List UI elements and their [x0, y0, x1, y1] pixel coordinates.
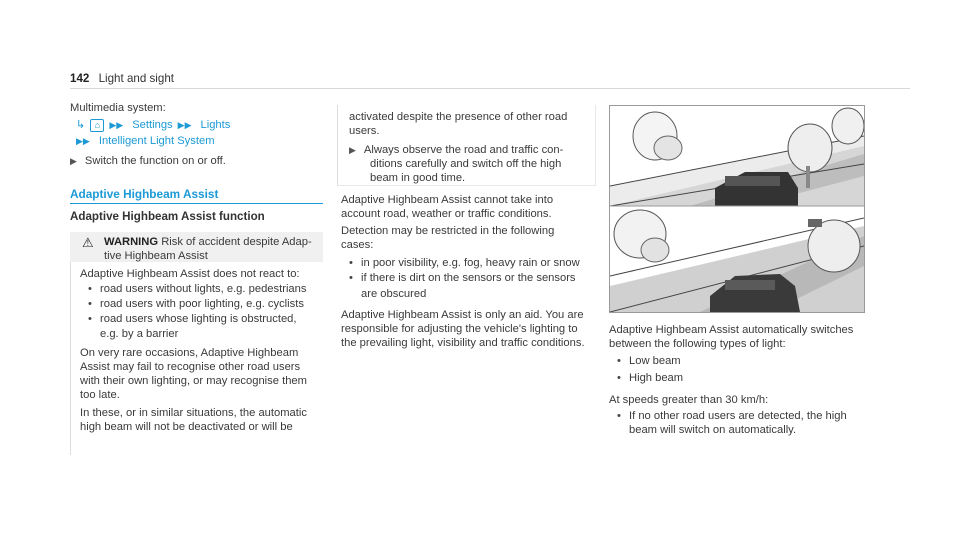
nav-intro: Multimedia system: — [70, 102, 166, 114]
list-item: • in poor visibility, e.g. fog, heavy rain or snow — [361, 256, 621, 270]
paragraph-line: between the following types of light: — [609, 338, 786, 350]
paragraph-line: Adaptive Highbeam Assist cannot take into — [341, 194, 554, 206]
page-header — [70, 72, 174, 85]
page-number: 142 — [70, 72, 90, 85]
paragraph-line: Adaptive Highbeam Assist is only an aid. You are — [341, 309, 584, 321]
list-item: • road users without lights, e.g. pedestrians — [100, 282, 340, 296]
list-item: • If no other road users are detected, the high — [629, 409, 889, 423]
nav-path-row1 — [76, 118, 230, 132]
home-icon: ⌂ — [90, 119, 104, 132]
warning-header — [70, 232, 323, 262]
paragraph-line: Assist may fail to recognise other road users — [80, 361, 301, 373]
forward-arrow-icon: ▶▶ — [76, 136, 90, 146]
header-divider — [70, 88, 910, 89]
warning-continuation — [337, 105, 596, 186]
warning-triangle-icon: ⚠ — [82, 235, 94, 250]
return-arrow-icon: ↳ — [76, 119, 86, 131]
cases-list — [341, 256, 621, 285]
paragraph-line: beam in good time. — [370, 172, 466, 184]
step-arrow-icon: ▶ — [70, 156, 77, 166]
list-item: • if there is dirt on the sensors or the sensors — [361, 271, 621, 285]
paragraph-line: Detection may be restricted in the following — [341, 225, 555, 237]
paragraph-line: In these, or in similar situations, the automatic — [80, 407, 307, 419]
step-observe: ▶ Always observe the road and traffic con- — [349, 144, 564, 156]
list-item-continuation: e.g. by a barrier — [100, 328, 179, 340]
upper-scene — [610, 108, 864, 206]
paragraph-line: On very rare occasions, Adaptive Highbeam — [80, 347, 299, 359]
paragraph-line: the prevailing light, visibility and traffic conditions. — [341, 337, 585, 349]
section-heading: Adaptive Highbeam Assist — [70, 187, 219, 201]
light-types-list — [609, 354, 889, 385]
conditions-list — [609, 409, 889, 423]
step-switch: ▶ Switch the function on or off. — [70, 155, 226, 167]
list-item-continuation: beam will switch on automatically. — [629, 424, 797, 436]
paragraph-line: Adaptive Highbeam Assist automatically switches — [609, 324, 854, 336]
warning-title-line1: WARNING Risk of accident despite Adap- — [104, 236, 312, 248]
highbeam-illustration — [610, 106, 864, 312]
step-arrow-icon: ▶ — [349, 145, 356, 155]
section-title: Light and sight — [98, 72, 174, 85]
sub-heading: Adaptive Highbeam Assist function — [70, 210, 265, 223]
illustration — [609, 105, 865, 313]
paragraph-line: users. — [349, 125, 380, 137]
list-item: • road users with poor lighting, e.g. cyclists — [100, 297, 340, 311]
paragraph-line: account road, weather or traffic conditions. — [341, 208, 552, 220]
paragraph-line: At speeds greater than 30 km/h: — [609, 394, 769, 406]
nav-lights: Lights — [200, 119, 231, 131]
nav-settings: Settings — [132, 119, 173, 131]
list-item: • Low beam — [629, 354, 889, 368]
forward-arrow-icon: ▶▶ — [177, 120, 192, 130]
paragraph-line: with their own lighting, or may recognise them — [80, 375, 307, 387]
list-item: • road users whose lighting is obstructed, — [100, 312, 340, 326]
warning-body — [70, 262, 324, 455]
warning-list — [80, 282, 340, 326]
forward-arrow-icon: ▶▶ — [109, 120, 124, 130]
list-item-continuation: are obscured — [361, 288, 427, 300]
list-item: • High beam — [629, 371, 889, 385]
paragraph-line: activated despite the presence of other road — [349, 111, 568, 123]
paragraph-line: responsible for adjusting the vehicle's lighting to — [341, 323, 578, 335]
paragraph-line: cases: — [341, 239, 374, 251]
nav-path-row2 — [76, 134, 215, 148]
lower-scene — [610, 210, 864, 312]
nav-intelligent-light: Intelligent Light System — [98, 135, 215, 147]
warning-title-line2: tive Highbeam Assist — [104, 250, 208, 262]
paragraph-line: too late. — [80, 389, 120, 401]
section-underline — [70, 203, 323, 204]
warning-intro: Adaptive Highbeam Assist does not react to: — [80, 268, 300, 280]
paragraph-line: high beam will not be deactivated or will be — [80, 421, 293, 433]
paragraph-line: ditions carefully and switch off the high — [370, 158, 562, 170]
